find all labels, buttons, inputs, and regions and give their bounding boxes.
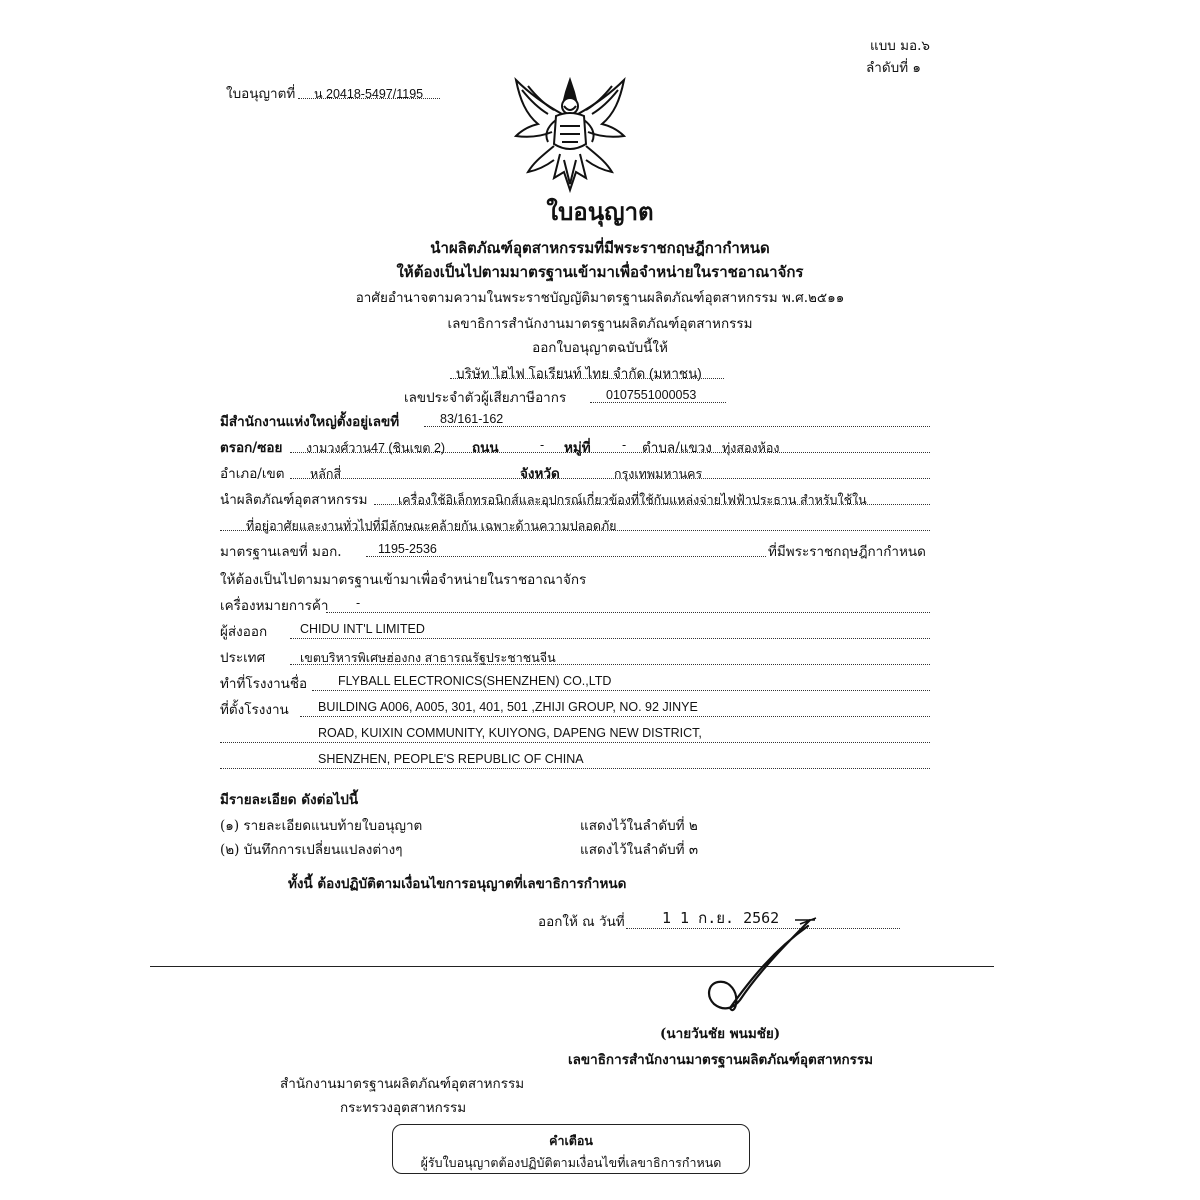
district-label: อำเภอ/เขต	[220, 466, 285, 482]
license-number-value: น 20418-5497/1195	[314, 87, 424, 101]
moo-label: หมู่ที่	[564, 440, 591, 456]
factory-name-value: FLYBALL ELECTRONICS(SHENZHEN) CO.,LTD	[338, 674, 612, 688]
province-value: กรุงเทพมหานคร	[614, 467, 703, 481]
signatory-position: เลขาธิการสำนักงานมาตรฐานผลิตภัณฑ์อุตสาหกรรม	[568, 1052, 874, 1068]
tax-id-label: เลขประจำตัวผู้เสียภาษีอากร	[404, 390, 567, 406]
standard-label: มาตรฐานเลขที่ มอก.	[220, 544, 342, 560]
license-number-label: ใบอนุญาตที่	[226, 86, 296, 102]
authority-line-1: อาศัยอำนาจตามความในพระราชบัญญัติมาตรฐานผลิตภัณฑ์อุตสาหกรรม พ.ศ.๒๕๑๑	[355, 290, 845, 306]
details-item-1-ref: แสดงไว้ในลำดับที่ ๒	[580, 818, 698, 834]
factory-location-label: ที่ตั้งโรงงาน	[220, 702, 289, 718]
province-label: จังหวัด	[520, 466, 560, 482]
issue-date-value: 1 1 ก.ย. 2562	[662, 909, 780, 927]
garuda-emblem-icon	[508, 74, 632, 194]
authority-line-2: เลขาธิการสำนักงานมาตรฐานผลิตภัณฑ์อุตสาหกรรม	[447, 316, 753, 332]
road-label: ถนน	[472, 440, 499, 456]
sequence-number: ลำดับที่ ๑	[866, 60, 921, 76]
factory-location-line-3: SHENZHEN, PEOPLE'S REPUBLIC OF CHINA	[318, 752, 584, 766]
subdistrict-label: ตำบล/แขวง	[642, 440, 712, 456]
authority-line-3: ออกใบอนุญาตฉบับนี้ให้	[532, 340, 668, 356]
issue-date-label: ออกให้ ณ วันที่	[538, 914, 625, 930]
soi-label: ตรอก/ซอย	[220, 440, 283, 456]
form-code: แบบ มอ.๖	[870, 38, 930, 54]
tax-id-value: 0107551000053	[606, 388, 697, 402]
factory-location-line-1: BUILDING A006, A005, 301, 401, 501 ,ZHIJI GROUP, NO. 92 JINYE	[318, 700, 698, 714]
trademark-label: เครื่องหมายการค้า	[220, 598, 329, 614]
head-office-value: 83/161-162	[440, 412, 504, 426]
district-value: หลักสี่	[310, 467, 342, 481]
product-label: นำผลิตภัณฑ์อุตสาหกรรม	[220, 492, 368, 508]
signatory-name: (นายวันชัย พนมชัย)	[660, 1026, 781, 1042]
country-value: เขตบริหารพิเศษฮ่องกง สาธารณรัฐประชาชนจีน	[300, 651, 556, 665]
road-value: -	[540, 438, 545, 452]
warning-title: คำเตือน	[549, 1133, 593, 1148]
warning-box	[392, 1124, 750, 1174]
details-item-2: (๒) บันทึกการเปลี่ยนแปลงต่างๆ	[220, 842, 403, 858]
details-item-2-ref: แสดงไว้ในลำดับที่ ๓	[580, 842, 699, 858]
product-line-1: เครื่องใช้อิเล็กทรอนิกส์และอุปกรณ์เกี่ยวข้องที่ใช้กับแหล่งจ่ายไฟฟ้าประธาน สำหรับใช้ใน	[398, 493, 867, 507]
subtitle-2: ให้ต้องเป็นไปตามมาตรฐานเข้ามาเพื่อจำหน่ายในราชอาณาจักร	[396, 263, 804, 281]
subdistrict-value: ทุ่งสองห้อง	[722, 441, 780, 455]
trademark-value: -	[356, 596, 361, 610]
subtitle-1: นำผลิตภัณฑ์อุตสาหกรรมที่มีพระราชกฤษฎีกากำหนด	[430, 239, 770, 257]
office-line-1: สำนักงานมาตรฐานผลิตภัณฑ์อุตสาหกรรม	[280, 1076, 525, 1092]
details-item-1: (๑) รายละเอียดแนบท้ายใบอนุญาต	[220, 818, 423, 834]
standard-suffix: ที่มีพระราชกฤษฎีกากำหนด	[768, 544, 926, 560]
signature-icon	[690, 900, 850, 1020]
company-name: บริษัท ไฮไฟ โอเรียนท์ ไทย จำกัด (มหาชน)	[456, 366, 702, 381]
details-heading: มีรายละเอียด ดังต่อไปนี้	[220, 792, 359, 808]
moo-value: -	[622, 438, 627, 452]
head-office-label: มีสำนักงานแห่งใหญ่ตั้งอยู่เลขที่	[220, 414, 400, 430]
product-line-2: ที่อยู่อาศัยและงานทั่วไปที่มีลักษณะคล้ายกัน เฉพาะด้านความปลอดภัย	[246, 519, 617, 533]
divider-line	[150, 966, 994, 967]
factory-location-line-2: ROAD, KUIXIN COMMUNITY, KUIYONG, DAPENG NEW DISTRICT,	[318, 726, 702, 740]
soi-value: งามวงศ์วาน47 (ชินเขต 2)	[306, 441, 446, 455]
document-title: ใบอนุญาต	[546, 197, 654, 226]
office-line-2: กระทรวงอุตสาหกรรม	[340, 1100, 467, 1116]
exporter-value: CHIDU INT'L LIMITED	[300, 622, 425, 636]
condition-text: ทั้งนี้ ต้องปฏิบัติตามเงื่อนไขการอนุญาตที่เลขาธิการกำหนด	[288, 876, 627, 892]
exporter-label: ผู้ส่งออก	[220, 624, 268, 640]
factory-name-label: ทำที่โรงงานชื่อ	[220, 676, 308, 692]
warning-text: ผู้รับใบอนุญาตต้องปฏิบัติตามเงื่อนไขที่เลขาธิการกำหนด	[420, 1155, 722, 1170]
standard-value: 1195-2536	[378, 542, 437, 556]
conform-text: ให้ต้องเป็นไปตามมาตรฐานเข้ามาเพื่อจำหน่ายในราชอาณาจักร	[220, 572, 587, 588]
country-label: ประเทศ	[220, 650, 266, 666]
